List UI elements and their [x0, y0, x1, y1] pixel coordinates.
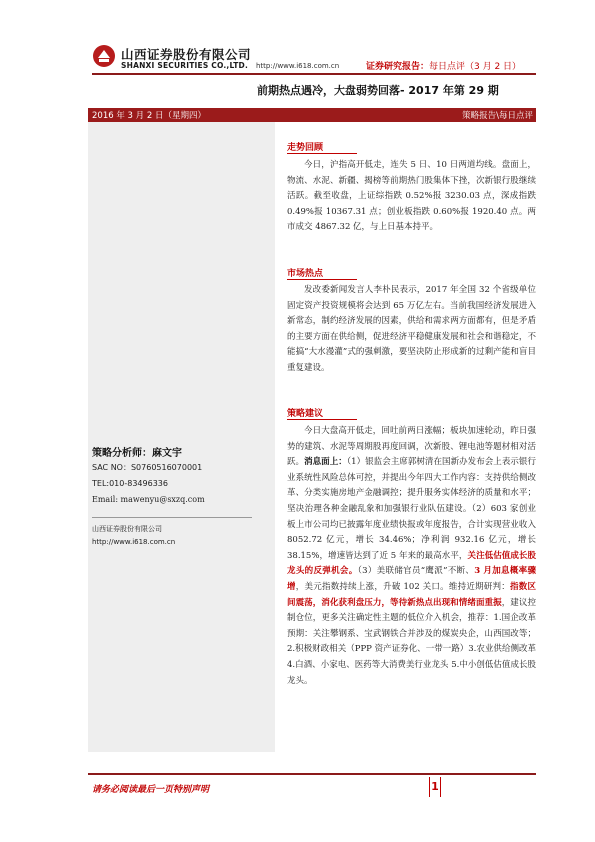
- header-url[interactable]: http://www.i618.com.cn: [256, 62, 340, 70]
- hot-paragraph: 发改委新闻发言人李朴民表示，2017 年全国 32 个省级单位固定资产投资规模将会达到 65 万亿左右。当前我国经济发展进入新常态，制约经济发展的因素，供给和需求两方面都有，但是矛盾的主要方面在供给侧，促进经济平稳健康发展和社会和谐稳定，不能搞“大水漫灌”式的强刺激，要坚决防止形成新的过剩产能和盲目重复建设。: [287, 285, 536, 373]
- section-title-hot: 市场热点: [287, 269, 324, 279]
- news-label: 消息面上：: [304, 457, 347, 468]
- report-date: 2016 年 3 月 2 日（星期四）: [92, 111, 206, 121]
- highlight-growth: 关注低估值成长股龙头的反弹机会。: [287, 550, 536, 577]
- strategy-dollar: ，美元指数持续上涨，升破 102 关口。维持近期研判：: [295, 581, 511, 592]
- report-subtype: 每日点评（3 月 2 日）: [429, 62, 522, 72]
- section-title-strategy: 策略建议: [287, 409, 324, 419]
- footer-disclaimer: 请务必阅读最后一页特别声明: [92, 785, 210, 795]
- strategy-news: （1）银监会主席郭树清在国新办发布会上表示银行业系统性风险总体可控，并提出今年四大工作内容：支持供给侧改革、分类实施房地产金融调控；提升服务实体经济的质量和水平；坚决治理各种金融乱象和加强银行业队伍建设。（2）603 家创业板上市公司均已披露年度业绩快报或年度报告，合计实现营业收入 8052.72 亿元，增长 34.46%；净利润 932.16 亿元，增长 38.15%，增速皆达到了近 5 年来的最高水平，: [287, 457, 536, 561]
- section-divider: [287, 153, 357, 154]
- report-type-label: 证券研究报告：: [366, 62, 430, 72]
- sidebar-url[interactable]: http://www.i618.com.cn: [92, 538, 176, 546]
- analyst-sac: SAC NO：S0760516070001: [92, 463, 203, 472]
- company-name-cn: 山西证券股份有限公司: [121, 47, 252, 62]
- section-divider: [287, 279, 357, 280]
- section-divider: [287, 419, 357, 420]
- highlight-rate-hike: 3 月加息概率骤增: [287, 566, 536, 592]
- analyst-name: 策略分析师：麻文宇: [92, 448, 182, 459]
- sidebar-company: 山西证券股份有限公司: [92, 525, 162, 533]
- company-name-en: SHANXI SECURITIES CO.,LTD.: [121, 61, 249, 70]
- strategy-recommend: ，建议控制仓位，更多关注确定性主题的低位介入机会，推荐：1.国企改革预期：关注攀钢系、宝武钢铁合并涉及的煤炭央企，山西国改等；2.积极财政相关（PPP 资产证券化、一带一路）3.农业供给侧改革 4.白酒、小家电、医药等大消费美行业龙头 5.中小创低估值成长股龙头。: [287, 597, 536, 686]
- strategy-fed: （3）美联储官员“鹰派”不断、: [357, 566, 475, 577]
- report-category: 策略报告\每日点评: [462, 111, 533, 121]
- highlight-outlook: 指数区间震荡，消化获利盘压力，等待新热点出现和情绪面重振: [287, 581, 536, 608]
- analyst-tel: TEL:010-83496336: [92, 479, 168, 488]
- strategy-intro: 今日大盘高开低走，回吐前两日涨幅；板块加速轮动，昨日强势的建筑、水泥等周期股再度回调，次新股、锂电池等题材相对活跃。: [287, 426, 536, 468]
- report-title: 前期热点遇冷，大盘弱势回落- 2017 年第 29 期: [257, 84, 499, 97]
- company-logo-icon: [92, 44, 116, 68]
- section-title-trend: 走势回顾: [287, 143, 324, 153]
- trend-paragraph: 今日，沪指高开低走，连失 5 日、10 日两道均线。盘面上，物流、水泥、新疆、揭榜等前期热门股集体下挫，次新银行股继续活跃。截至收盘，上证综指跌 0.52%报 3230.03 点，深成指跌 0.49%报 10367.31 点；创业板指跌 0.60%报 1920.40 点。两市成交 4867.32 亿，与上日基本持平。: [287, 160, 536, 233]
- sidebar: [88, 122, 275, 752]
- sidebar-divider: [92, 517, 252, 518]
- footer-divider: [88, 773, 536, 775]
- header-divider: [92, 73, 536, 75]
- strategy-paragraph: [287, 424, 536, 689]
- page-number: 1: [429, 777, 441, 797]
- analyst-email[interactable]: Email: mawenyu@sxzq.com: [92, 495, 205, 504]
- report-type: [366, 59, 521, 72]
